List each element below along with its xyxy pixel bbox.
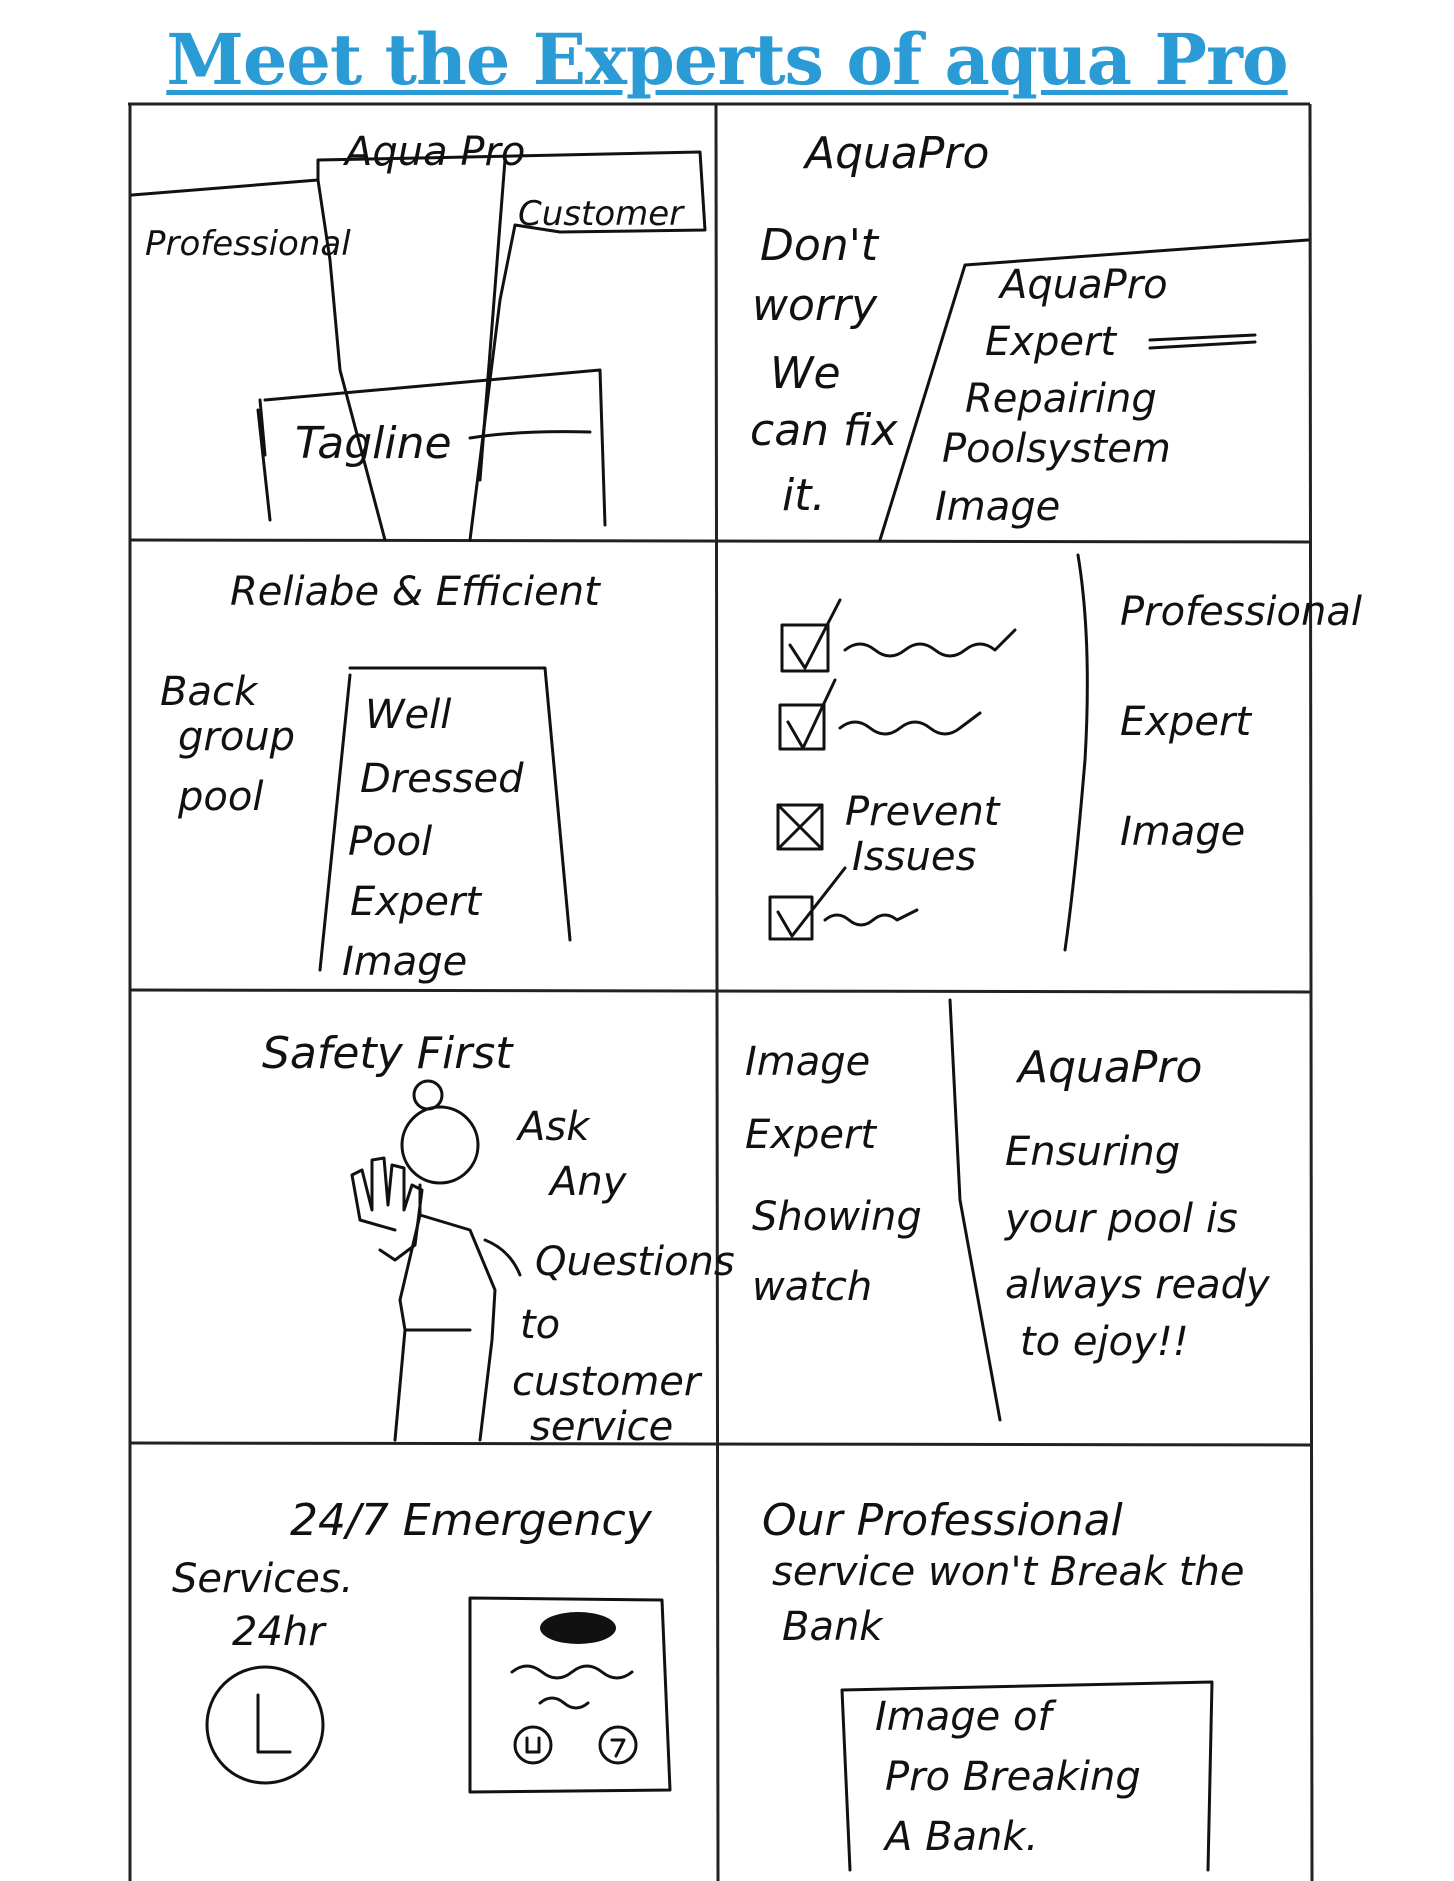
panel8-heading-line-1: Our Professional bbox=[762, 1495, 1123, 1546]
panel5-line-4: to bbox=[520, 1302, 561, 1348]
stop-hand-person-icon bbox=[352, 1081, 520, 1440]
panel1-brand: Aqua Pro bbox=[345, 129, 526, 175]
panel1-tagline-underline bbox=[470, 432, 590, 438]
panel3-box-line-5: Image bbox=[342, 939, 468, 985]
panel3-left-line-3: pool bbox=[178, 774, 264, 820]
panel2-line-1: Don't bbox=[760, 220, 879, 271]
checkbox-icon bbox=[780, 680, 980, 749]
panel6-right-line-1: Ensuring bbox=[1005, 1129, 1181, 1175]
panel6-left-line-3: Showing bbox=[752, 1194, 922, 1240]
panel6-right-line-2: your pool is bbox=[1005, 1196, 1238, 1242]
panel-7 bbox=[172, 1495, 670, 1792]
panel6-left-line-4: watch bbox=[752, 1264, 873, 1310]
panel5-line-6: service bbox=[530, 1404, 674, 1450]
panel3-heading: Reliabe & Efficient bbox=[230, 569, 600, 615]
phone-app-sketch-icon bbox=[470, 1598, 670, 1792]
panel2-strikeout bbox=[1150, 335, 1255, 348]
panel-6 bbox=[745, 1000, 1271, 1420]
panel2-box-line-2: Expert bbox=[985, 319, 1117, 365]
panel4-side-line-2: Expert bbox=[1120, 699, 1252, 745]
panel6-right-line-3: always ready bbox=[1005, 1262, 1270, 1308]
panel2-box-line-5: Image bbox=[935, 484, 1061, 530]
panel8-box-line-1: Image of bbox=[875, 1694, 1052, 1740]
clock-icon bbox=[207, 1667, 323, 1783]
panel6-left-line-1: Image bbox=[745, 1039, 871, 1085]
panel5-line-5: customer bbox=[512, 1359, 701, 1405]
panel4-divider-stroke bbox=[1065, 555, 1087, 950]
panel4-check-label-2: Issues bbox=[852, 834, 977, 880]
panel6-left-line-2: Expert bbox=[745, 1112, 877, 1158]
panel8-heading-line-2: service won't Break the bbox=[772, 1549, 1245, 1595]
panel1-center-stroke bbox=[480, 160, 505, 480]
panel4-side-line-1: Professional bbox=[1120, 589, 1362, 635]
panel-1 bbox=[132, 129, 705, 540]
panel6-divider-stroke bbox=[950, 1000, 1000, 1420]
panel2-box-line-1: AquaPro bbox=[1000, 262, 1168, 308]
panel1-right-label: Customer bbox=[518, 194, 684, 234]
panel-4 bbox=[770, 555, 1362, 950]
panel-8 bbox=[762, 1495, 1244, 1870]
panel2-line-3: We bbox=[770, 348, 841, 399]
page-title: Meet the Experts of aqua Pro bbox=[166, 18, 1288, 101]
panel6-brand: AquaPro bbox=[1018, 1042, 1203, 1093]
panel2-line-4: can fix bbox=[750, 405, 898, 456]
panel5-line-2: Any bbox=[550, 1159, 627, 1205]
panel4-check-label-1: Prevent bbox=[845, 789, 1000, 835]
phone-header-blob bbox=[540, 1612, 616, 1644]
panel5-heading: Safety First bbox=[262, 1028, 513, 1079]
panel6-right-line-4: to ejoy!! bbox=[1020, 1319, 1189, 1365]
panel2-line-2: worry bbox=[752, 280, 878, 331]
panel7-left-line-2: 24hr bbox=[232, 1609, 325, 1655]
panel3-box-line-2: Dressed bbox=[360, 756, 524, 802]
panel1-box-label: Tagline bbox=[295, 418, 452, 469]
panel8-heading-line-3: Bank bbox=[782, 1604, 883, 1650]
panel5-line-3: Questions bbox=[535, 1239, 735, 1285]
panel5-line-1: Ask bbox=[518, 1104, 590, 1150]
panel7-heading: 24/7 Emergency bbox=[290, 1495, 652, 1546]
checkbox-icon bbox=[778, 805, 822, 849]
panel7-left-line-1: Services. bbox=[172, 1556, 354, 1602]
panel-5 bbox=[262, 1028, 735, 1450]
panel3-box-line-1: Well bbox=[365, 692, 452, 738]
checkbox-icon bbox=[782, 600, 1015, 671]
panel3-left-line-1: Back bbox=[160, 669, 258, 715]
panel1-left-label: Professional bbox=[145, 224, 351, 264]
panel3-box-line-3: Pool bbox=[348, 819, 433, 865]
panel3-left-line-2: group bbox=[178, 714, 296, 760]
panel4-side-line-3: Image bbox=[1120, 809, 1246, 855]
panel8-box-line-2: Pro Breaking bbox=[885, 1754, 1141, 1800]
panel-3 bbox=[160, 569, 601, 985]
panel1-tagline-bar bbox=[258, 410, 270, 520]
panel2-line-5: it. bbox=[782, 470, 826, 521]
panel3-box-line-4: Expert bbox=[350, 879, 482, 925]
panel2-box-line-3: Repairing bbox=[965, 376, 1157, 422]
panel8-box-line-3: A Bank. bbox=[885, 1814, 1039, 1860]
panel-2 bbox=[750, 128, 1308, 540]
panel2-brand: AquaPro bbox=[805, 128, 990, 179]
panel2-box-line-4: Poolsystem bbox=[942, 426, 1171, 472]
